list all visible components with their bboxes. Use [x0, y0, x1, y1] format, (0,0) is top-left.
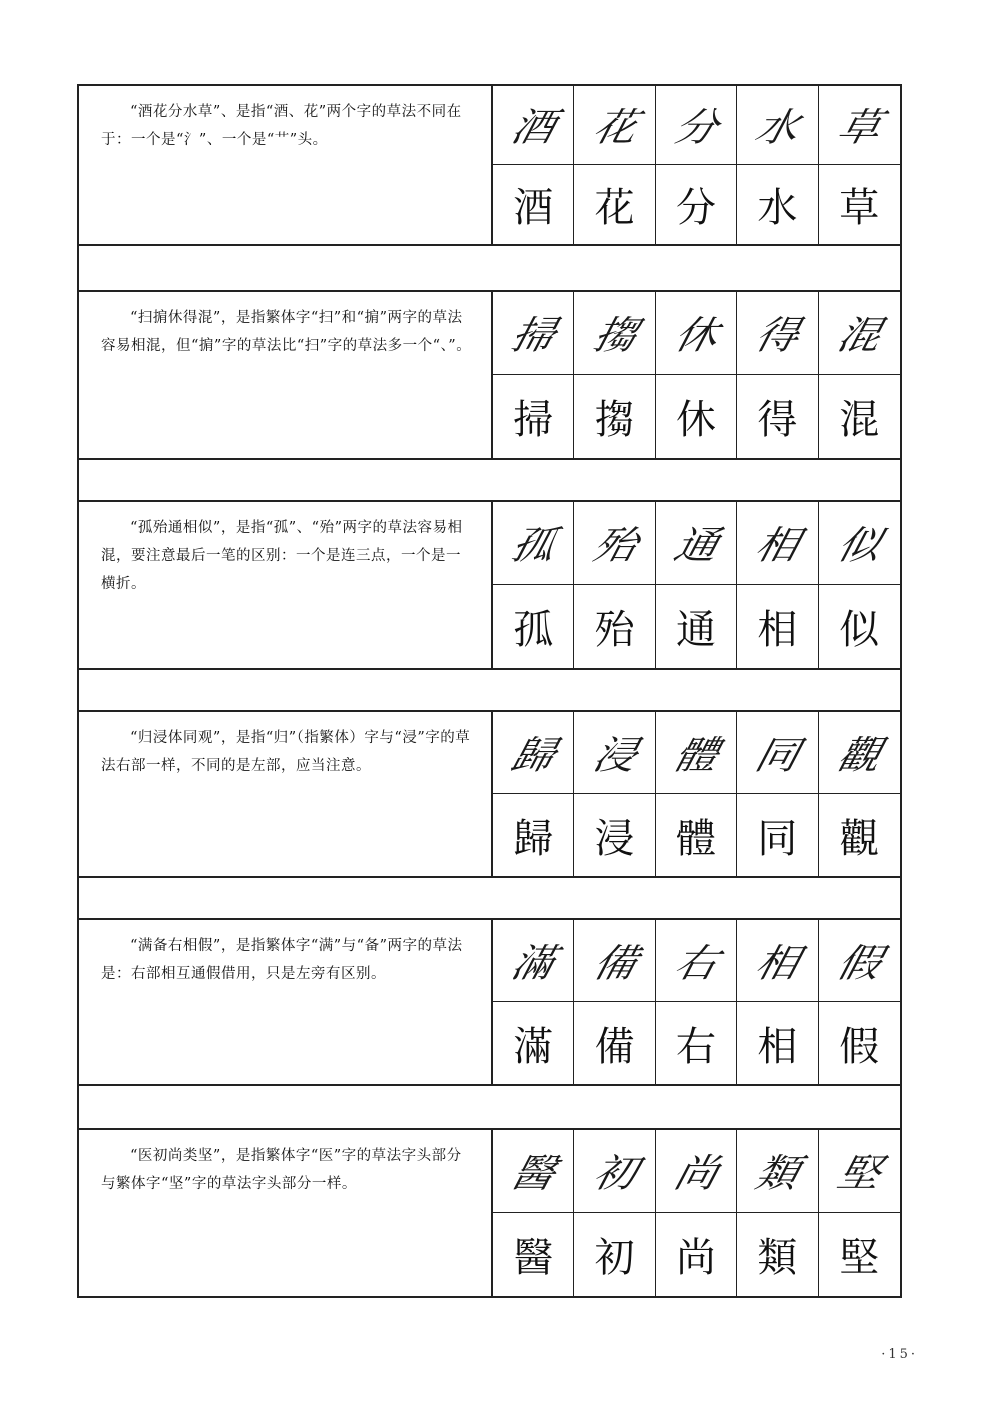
- standard-cell: [574, 165, 655, 244]
- standard-cell: [574, 1002, 655, 1084]
- standard-character: 觀: [839, 815, 880, 862]
- standard-character: 酒: [513, 185, 554, 231]
- cursive-character: 草: [833, 104, 885, 150]
- standard-character: 類: [757, 1235, 798, 1281]
- standard-cell: [574, 585, 655, 668]
- standard-character: 得: [757, 397, 798, 443]
- character-grid: [493, 292, 900, 458]
- standard-cell: [493, 794, 574, 876]
- cursive-cell: [656, 502, 737, 585]
- cursive-cell: [737, 292, 818, 375]
- cursive-cell: [737, 1130, 818, 1213]
- standard-cell: [656, 165, 737, 244]
- standard-character: 浸: [594, 815, 635, 862]
- standard-character: 殆: [594, 607, 635, 653]
- standard-cell: [656, 375, 737, 458]
- cursive-cell: [819, 292, 900, 375]
- standard-character: 花: [594, 185, 635, 231]
- standard-cell: [819, 1002, 900, 1084]
- standard-cell: [493, 1002, 574, 1084]
- cursive-character: 水: [751, 104, 803, 150]
- cursive-cell: [574, 920, 655, 1002]
- standard-cell: [737, 165, 818, 244]
- standard-cell: [819, 375, 900, 458]
- cursive-character: 分: [669, 104, 722, 150]
- character-section: [79, 86, 900, 246]
- standard-character: 尚: [675, 1235, 716, 1281]
- section-gap: [79, 670, 900, 712]
- standard-cell: [493, 1213, 574, 1296]
- standard-cell: [819, 585, 900, 668]
- cursive-cell: [574, 86, 655, 165]
- standard-character: 掃: [513, 397, 554, 443]
- character-grid: [493, 502, 900, 668]
- cursive-character: 觀: [833, 732, 885, 778]
- cursive-character: 得: [751, 312, 803, 358]
- standard-cell: [819, 794, 900, 876]
- cursive-character: 滿: [506, 940, 559, 986]
- standard-cell: [737, 1213, 818, 1296]
- page-number: ·15·: [881, 1347, 918, 1362]
- standard-character: 休: [675, 397, 716, 443]
- standard-cell: [656, 1213, 737, 1296]
- cursive-cell: [574, 502, 655, 585]
- standard-cell: [656, 1002, 737, 1084]
- character-section: [79, 1130, 900, 1296]
- standard-character: 假: [839, 1023, 880, 1070]
- cursive-cell: [819, 1130, 900, 1213]
- section-gap: [79, 1086, 900, 1130]
- character-section: [79, 292, 900, 460]
- cursive-cell: [656, 1130, 737, 1213]
- character-section: [79, 712, 900, 878]
- cursive-cell: [493, 86, 574, 165]
- standard-cell: [574, 375, 655, 458]
- cursive-cell: [493, 502, 574, 585]
- standard-character: 滿: [513, 1023, 554, 1070]
- cursive-character: 孤: [506, 522, 559, 568]
- cursive-character: 歸: [506, 732, 559, 778]
- standard-character: 通: [675, 607, 716, 653]
- cursive-character: 相: [751, 940, 803, 986]
- standard-cell: [493, 375, 574, 458]
- section-description: “归浸体同观”，是指“归”（指繁体）字与“浸”字的草法右部一样，不同的是左部，应当注意。: [79, 712, 493, 876]
- cursive-character: 通: [669, 522, 722, 568]
- character-grid: [493, 86, 900, 244]
- standard-character: 相: [757, 1023, 798, 1070]
- cursive-cell: [493, 712, 574, 794]
- cursive-character: 堅: [833, 1150, 885, 1196]
- standard-character: 右: [675, 1023, 716, 1070]
- standard-cell: [656, 794, 737, 876]
- section-gap: [79, 246, 900, 292]
- character-section: [79, 920, 900, 1086]
- cursive-cell: [737, 712, 818, 794]
- cursive-cell: [493, 920, 574, 1002]
- section-description: “扫掮休得混”，是指繁体字“扫”和“掮”两字的草法容易相混，但“掮”字的草法比“扫”字的草法多一个“、”。: [79, 292, 493, 458]
- cursive-character: 浸: [588, 732, 640, 778]
- cursive-cell: [574, 712, 655, 794]
- cursive-character: 酒: [506, 104, 559, 150]
- cursive-character: 掃: [506, 312, 559, 358]
- cursive-cell: [493, 292, 574, 375]
- cursive-character: 尚: [669, 1150, 722, 1196]
- cursive-character: 相: [751, 522, 803, 568]
- cursive-cell: [493, 1130, 574, 1213]
- section-description: “满备右相假”，是指繁体字“满”与“备”两字的草法是：右部相互通假借用，只是左旁有区别。: [79, 920, 493, 1084]
- standard-cell: [493, 165, 574, 244]
- cursive-cell: [656, 920, 737, 1002]
- cursive-character: 搊: [588, 312, 640, 358]
- cursive-character: 殆: [588, 522, 640, 568]
- character-grid: [493, 712, 900, 876]
- standard-cell: [574, 794, 655, 876]
- standard-cell: [819, 1213, 900, 1296]
- standard-character: 混: [839, 397, 880, 443]
- cursive-cell: [737, 920, 818, 1002]
- standard-character: 體: [675, 815, 716, 862]
- cursive-character: 休: [669, 312, 722, 358]
- character-grid: [493, 920, 900, 1084]
- standard-character: 水: [757, 185, 798, 231]
- standard-character: 分: [675, 185, 716, 231]
- cursive-character: 類: [751, 1150, 803, 1196]
- standard-character: 孤: [513, 607, 554, 653]
- section-description: “酒花分水草”、是指“酒、花”两个字的草法不同在于：一个是“氵”、一个是“艹”头。: [79, 86, 493, 244]
- standard-character: 初: [594, 1235, 635, 1281]
- section-gap: [79, 460, 900, 502]
- standard-character: 歸: [513, 815, 554, 862]
- standard-character: 草: [839, 185, 880, 231]
- cursive-character: 醫: [506, 1150, 559, 1196]
- cursive-cell: [656, 292, 737, 375]
- cursive-cell: [819, 502, 900, 585]
- cursive-character: 同: [751, 732, 803, 778]
- standard-character: 相: [757, 607, 798, 653]
- section-description: “医初尚类坚”，是指繁体字“医”字的草法字头部分与繁体字“坚”字的草法字头部分一样。: [79, 1130, 493, 1296]
- cursive-character: 混: [833, 312, 885, 358]
- cursive-character: 初: [588, 1150, 640, 1196]
- cursive-cell: [819, 86, 900, 165]
- cursive-cell: [737, 86, 818, 165]
- cursive-cell: [574, 1130, 655, 1213]
- cursive-cell: [656, 712, 737, 794]
- standard-cell: [737, 794, 818, 876]
- section-description: “孤殆通相似”，是指“孤”、“殆”两字的草法容易相混，要注意最后一笔的区别：一个是连三点，一个是一横折。: [79, 502, 493, 668]
- cursive-character: 似: [833, 522, 885, 568]
- cursive-character: 花: [588, 104, 640, 150]
- standard-character: 堅: [839, 1235, 880, 1281]
- cursive-cell: [819, 920, 900, 1002]
- standard-character: 似: [839, 607, 880, 653]
- cursive-character: 右: [669, 940, 722, 986]
- standard-cell: [737, 585, 818, 668]
- cursive-cell: [656, 86, 737, 165]
- standard-character: 醫: [513, 1235, 554, 1281]
- standard-cell: [656, 585, 737, 668]
- section-gap: [79, 878, 900, 920]
- character-grid: [493, 1130, 900, 1296]
- standard-character: 同: [757, 815, 798, 862]
- cursive-cell: [737, 502, 818, 585]
- cursive-cell: [574, 292, 655, 375]
- cursive-character: 備: [588, 940, 640, 986]
- cursive-cell: [819, 712, 900, 794]
- standard-cell: [737, 375, 818, 458]
- standard-cell: [737, 1002, 818, 1084]
- standard-character: 搊: [594, 397, 635, 443]
- standard-cell: [574, 1213, 655, 1296]
- character-section: [79, 502, 900, 670]
- cursive-character: 體: [669, 732, 722, 778]
- standard-cell: [493, 585, 574, 668]
- standard-character: 備: [594, 1023, 635, 1070]
- standard-cell: [819, 165, 900, 244]
- calligraphy-table: [77, 84, 902, 1298]
- cursive-character: 假: [833, 940, 885, 986]
